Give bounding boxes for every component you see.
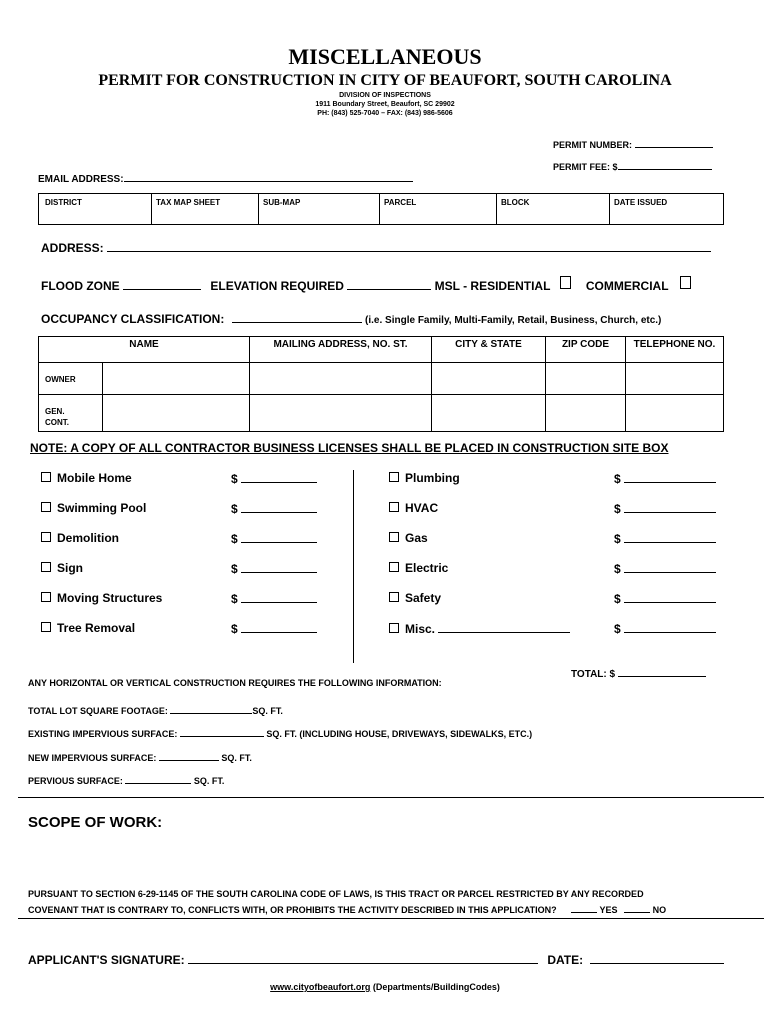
misc-description-field[interactable]: [438, 621, 570, 633]
fee-mobile-home[interactable]: $: [231, 471, 317, 486]
fee-safety[interactable]: $: [614, 591, 716, 606]
commercial-label: COMMERCIAL: [585, 279, 669, 293]
parcel-cell-sub-map[interactable]: SUB-MAP: [259, 194, 380, 225]
division-name: DIVISION OF INSPECTIONS: [339, 92, 431, 99]
pervious-row: PERVIOUS SURFACE: SQ. FT.: [28, 772, 224, 786]
scope-of-work-field[interactable]: [28, 836, 748, 882]
existing-impervious-row: EXISTING IMPERVIOUS SURFACE: SQ. FT. (INCLUDING HOUSE, DRIVEWAYS, SIDEWALKS, ETC.): [28, 725, 532, 739]
checkbox-icon[interactable]: [41, 562, 51, 572]
permit-item-tree-removal[interactable]: Tree Removal: [41, 621, 135, 635]
permit-item-moving-structures[interactable]: Moving Structures: [41, 591, 162, 605]
fee-misc[interactable]: $: [614, 621, 716, 636]
covenant-yes-label: YES: [599, 905, 618, 915]
permit-number-label: PERMIT NUMBER:: [553, 140, 632, 150]
owner-address-cell[interactable]: [249, 363, 431, 395]
occupancy-label: OCCUPANCY CLASSIFICATION:: [41, 312, 225, 326]
parcel-cell-district[interactable]: DISTRICT: [39, 194, 152, 225]
website-link[interactable]: www.cityofbeaufort.org: [270, 982, 371, 992]
fee-electric[interactable]: $: [614, 561, 716, 576]
owner-city-cell[interactable]: [431, 363, 545, 395]
checkbox-icon[interactable]: [41, 532, 51, 542]
permit-number-row: [553, 136, 713, 150]
form-subtitle: PERMIT FOR CONSTRUCTION IN CITY OF BEAUFORT, SOUTH CAROLINA: [98, 72, 672, 89]
parcel-cell-parcel[interactable]: PARCEL: [380, 194, 497, 225]
parcel-cell-date-issued[interactable]: DATE ISSUED: [610, 194, 724, 225]
occupancy-row: [41, 311, 661, 326]
form-title: MISCELLANEOUS: [288, 44, 482, 69]
checkbox-icon[interactable]: [41, 472, 51, 482]
signature-field[interactable]: [188, 952, 538, 964]
total-row: [571, 665, 706, 680]
date-label: DATE:: [547, 953, 584, 967]
footer-path: (Departments/BuildingCodes): [370, 982, 500, 992]
permit-item-electric[interactable]: Electric: [389, 561, 448, 575]
division-phone: PH: (843) 525-7040 – FAX: (843) 986-5606: [317, 110, 453, 117]
checkbox-icon[interactable]: [389, 623, 399, 633]
scope-of-work-label: SCOPE OF WORK:: [28, 814, 163, 831]
contact-header-zip: ZIP CODE: [545, 337, 625, 363]
commercial-checkbox[interactable]: [680, 276, 691, 289]
fee-gas[interactable]: $: [614, 531, 716, 546]
table-row: [39, 363, 724, 395]
table-row: [39, 395, 724, 432]
new-impervious-field[interactable]: [159, 749, 219, 761]
flood-zone-field[interactable]: [123, 278, 201, 290]
section-divider: [18, 797, 764, 798]
existing-impervious-field[interactable]: [180, 725, 264, 737]
pursuant-line-1: PURSUANT TO SECTION 6-29-1145 OF THE SOUTH CAROLINA CODE OF LAWS, IS THIS TRACT OR PARCEL RESTRICTED BY ANY RECORDED: [28, 889, 644, 899]
address-row: [41, 240, 711, 255]
contractor-address-cell[interactable]: [249, 395, 431, 432]
fee-tree-removal[interactable]: $: [231, 621, 317, 636]
checkbox-icon[interactable]: [389, 532, 399, 542]
fee-hvac[interactable]: $: [614, 501, 716, 516]
msl-residential-label: MSL - RESIDENTIAL: [434, 279, 551, 293]
fee-swimming-pool[interactable]: $: [231, 501, 317, 516]
lot-footage-row: TOTAL LOT SQUARE FOOTAGE: SQ. FT.: [28, 702, 283, 716]
owner-telephone-cell[interactable]: [625, 363, 723, 395]
signature-row: [28, 952, 724, 967]
fee-demolition[interactable]: $: [231, 531, 317, 546]
checkbox-icon[interactable]: [389, 592, 399, 602]
total-field[interactable]: [618, 665, 706, 677]
parcel-table: [38, 193, 724, 225]
permit-item-swimming-pool[interactable]: Swimming Pool: [41, 501, 146, 515]
parcel-cell-tax-map[interactable]: TAX MAP SHEET: [152, 194, 259, 225]
permit-item-hvac[interactable]: HVAC: [389, 501, 438, 515]
flood-row: [41, 276, 691, 293]
contractor-zip-cell[interactable]: [545, 395, 625, 432]
owner-zip-cell[interactable]: [545, 363, 625, 395]
permit-fee-field[interactable]: [618, 158, 712, 170]
fee-sign[interactable]: $: [231, 561, 317, 576]
new-impervious-row: NEW IMPERVIOUS SURFACE: SQ. FT.: [28, 749, 252, 763]
checkbox-icon[interactable]: [389, 502, 399, 512]
occupancy-hint: (i.e. Single Family, Multi-Family, Retail, Business, Church, etc.): [365, 315, 662, 326]
email-label: EMAIL ADDRESS:: [38, 174, 124, 185]
contact-header-city: CITY & STATE: [431, 337, 545, 363]
contractor-telephone-cell[interactable]: [625, 395, 723, 432]
permit-item-safety[interactable]: Safety: [389, 591, 441, 605]
checklist-divider: [353, 470, 354, 663]
permit-item-demolition[interactable]: Demolition: [41, 531, 119, 545]
permit-item-gas[interactable]: Gas: [389, 531, 428, 545]
fee-plumbing[interactable]: $: [614, 471, 716, 486]
section-divider: [18, 918, 764, 919]
permit-number-field[interactable]: [635, 136, 713, 148]
construction-intro: ANY HORIZONTAL OR VERTICAL CONSTRUCTION REQUIRES THE FOLLOWING INFORMATION:: [28, 678, 442, 688]
elevation-label: ELEVATION REQUIRED: [210, 279, 344, 293]
row-label-gen-cont: GEN. CONT.: [39, 395, 103, 432]
pervious-field[interactable]: [125, 772, 191, 784]
contractor-note: NOTE: A COPY OF ALL CONTRACTOR BUSINESS LICENSES SHALL BE PLACED IN CONSTRUCTION SITE BOX: [30, 441, 669, 455]
contact-header-address: MAILING ADDRESS, NO. ST.: [249, 337, 431, 363]
covenant-no-field[interactable]: [624, 901, 650, 913]
permit-fee-label: PERMIT FEE: $: [553, 162, 618, 172]
total-label: TOTAL: $: [571, 669, 616, 680]
address-field[interactable]: [107, 240, 711, 252]
occupancy-field[interactable]: [232, 311, 362, 323]
email-row: [38, 170, 413, 185]
contractor-city-cell[interactable]: [431, 395, 545, 432]
row-label-owner: OWNER: [39, 363, 103, 395]
pursuant-line-2: COVENANT THAT IS CONTRARY TO, CONFLICTS WITH, OR PROHIBITS THE ACTIVITY DESCRIBED IN THIS APPLICATION? YES NO: [28, 901, 666, 915]
checkbox-icon[interactable]: [41, 592, 51, 602]
contractor-name-cell[interactable]: [103, 395, 250, 432]
covenant-yes-field[interactable]: [571, 901, 597, 913]
contact-header-telephone: TELEPHONE NO.: [625, 337, 723, 363]
signature-label: APPLICANT'S SIGNATURE:: [28, 953, 185, 967]
division-address: 1911 Boundary Street, Beaufort, SC 29902: [315, 101, 455, 108]
permit-fee-row: [553, 158, 712, 172]
checkbox-icon[interactable]: [389, 472, 399, 482]
residential-checkbox[interactable]: [560, 276, 571, 289]
covenant-no-label: NO: [652, 905, 667, 915]
checkbox-icon[interactable]: [389, 562, 399, 572]
date-field[interactable]: [590, 952, 724, 964]
address-label: ADDRESS:: [41, 241, 104, 255]
permit-item-sign[interactable]: Sign: [41, 561, 83, 575]
owner-name-cell[interactable]: [103, 363, 250, 395]
flood-zone-label: FLOOD ZONE: [41, 279, 120, 293]
elevation-field[interactable]: [347, 278, 431, 290]
permit-item-misc[interactable]: Misc.: [389, 621, 570, 636]
lot-footage-field[interactable]: [170, 702, 252, 714]
footer: [0, 982, 770, 992]
contact-header-name: NAME: [39, 337, 250, 363]
email-field[interactable]: [124, 170, 413, 182]
permit-item-mobile-home[interactable]: Mobile Home: [41, 471, 132, 485]
parcel-cell-block[interactable]: BLOCK: [497, 194, 610, 225]
permit-item-plumbing[interactable]: Plumbing: [389, 471, 460, 485]
checkbox-icon[interactable]: [41, 502, 51, 512]
contact-table: [38, 336, 724, 432]
checkbox-icon[interactable]: [41, 622, 51, 632]
fee-moving-structures[interactable]: $: [231, 591, 317, 606]
